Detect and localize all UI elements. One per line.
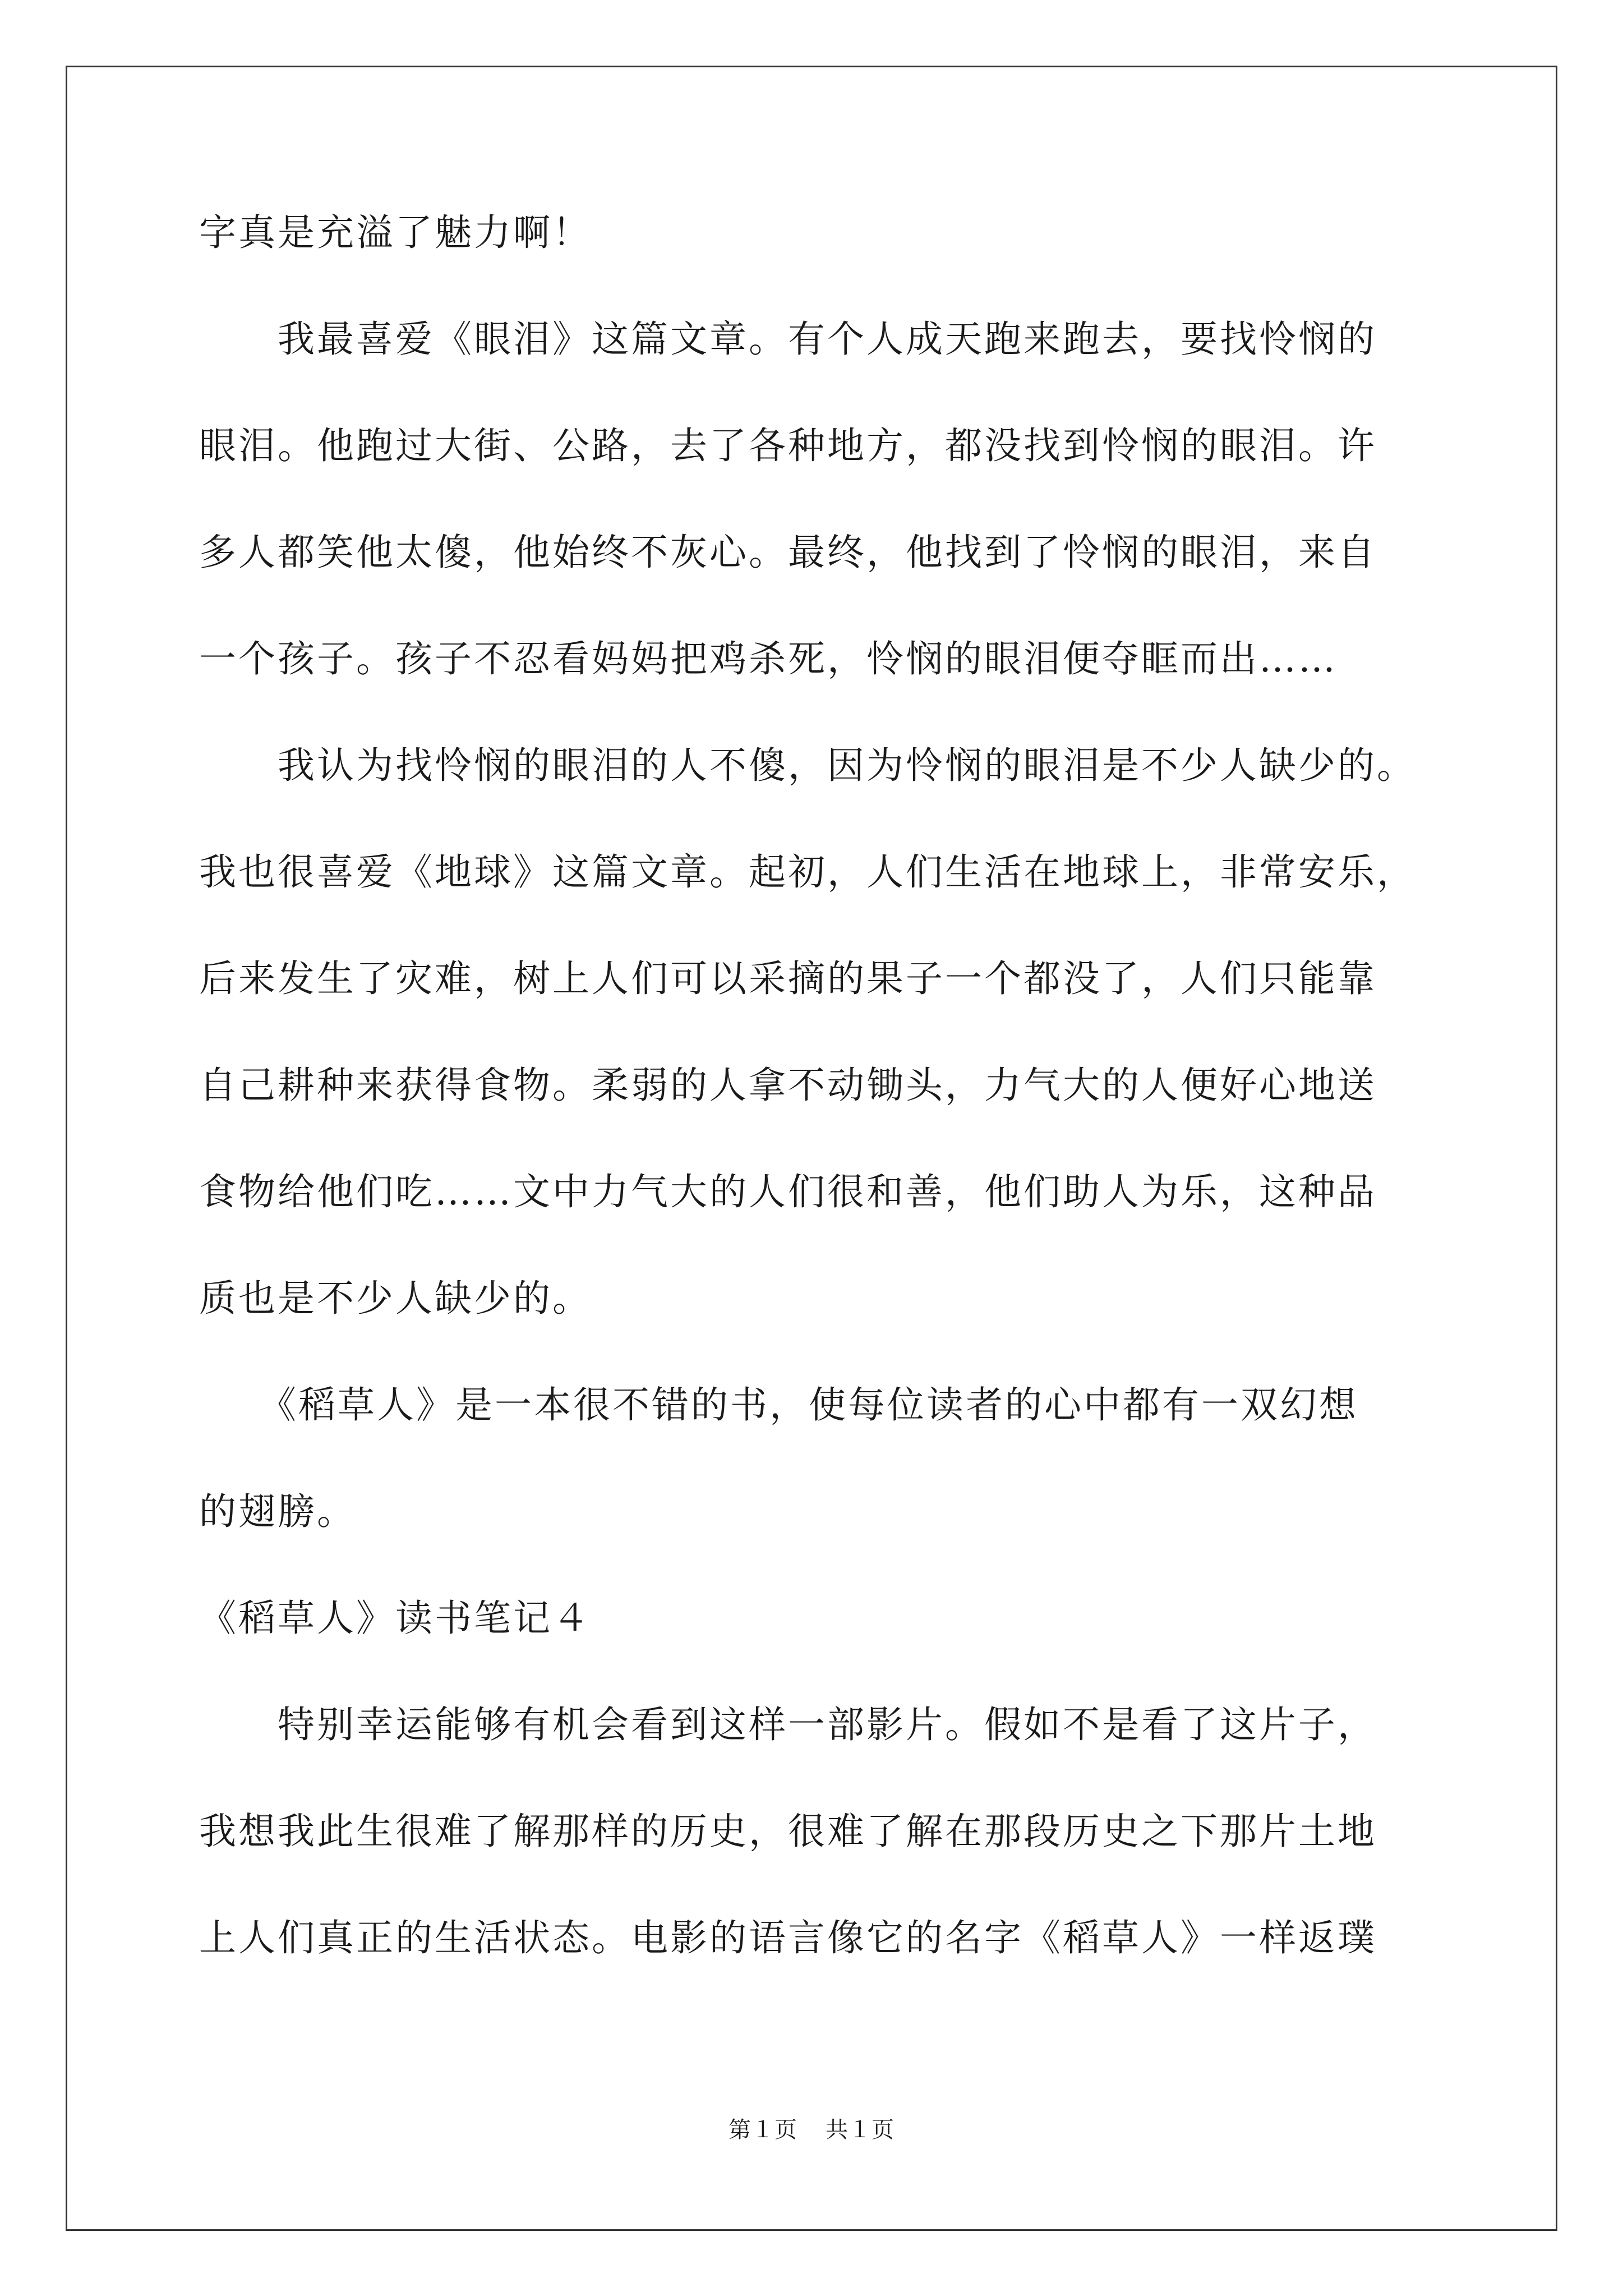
text-line: 一个孩子。孩子不忍看妈妈把鸡杀死，怜悯的眼泪便夺眶而出…… <box>199 637 1338 680</box>
text-line: 《稻草人》是一本很不错的书，使每位读者的心中都有一双幻想 <box>199 1383 1358 1427</box>
text-line: 眼泪。他跑过大街、公路，去了各种地方，都没找到怜悯的眼泪。许 <box>199 424 1377 467</box>
text-line: 自己耕种来获得食物。柔弱的人拿不动锄头，力气大的人便好心地送 <box>199 1064 1377 1107</box>
text-line: 的翅膀。 <box>199 1490 356 1533</box>
text-line: 我也很喜爱《地球》这篇文章。起初，人们生活在地球上，非常安乐， <box>199 850 1416 894</box>
text-line: 多人都笑他太傻，他始终不灰心。最终，他找到了怜悯的眼泪，来自 <box>199 531 1377 574</box>
text-line: 后来发生了灾难，树上人们可以采摘的果子一个都没了，人们只能靠 <box>199 957 1377 1000</box>
section-heading: 《稻草人》读书笔记４ <box>199 1596 592 1640</box>
text-line: 字真是充溢了魅力啊！ <box>199 211 592 254</box>
text-line: 食物给他们吃……文中力气大的人们很和善，他们助人为乐，这种品 <box>199 1170 1377 1213</box>
text-line: 上人们真正的生活状态。电影的语言像它的名字《稻草人》一样返璞 <box>199 1916 1377 1959</box>
text-line: 特别幸运能够有机会看到这样一部影片。假如不是看了这片子， <box>199 1703 1377 1746</box>
document-body <box>199 180 1430 1991</box>
text-line: 质也是不少人缺少的。 <box>199 1277 592 1320</box>
text-line: 我想我此生很难了解那样的历史，很难了解在那段历史之下那片土地 <box>199 1810 1377 1853</box>
page-footer <box>0 2112 1623 2144</box>
page-total: 共１页 <box>826 2117 895 2143</box>
text-line: 我认为找怜悯的眼泪的人不傻，因为怜悯的眼泪是不少人缺少的。 <box>199 744 1416 787</box>
text-line: 我最喜爱《眼泪》这篇文章。有个人成天跑来跑去，要找怜悯的 <box>199 318 1377 361</box>
page-number: 第１页 <box>728 2117 797 2143</box>
